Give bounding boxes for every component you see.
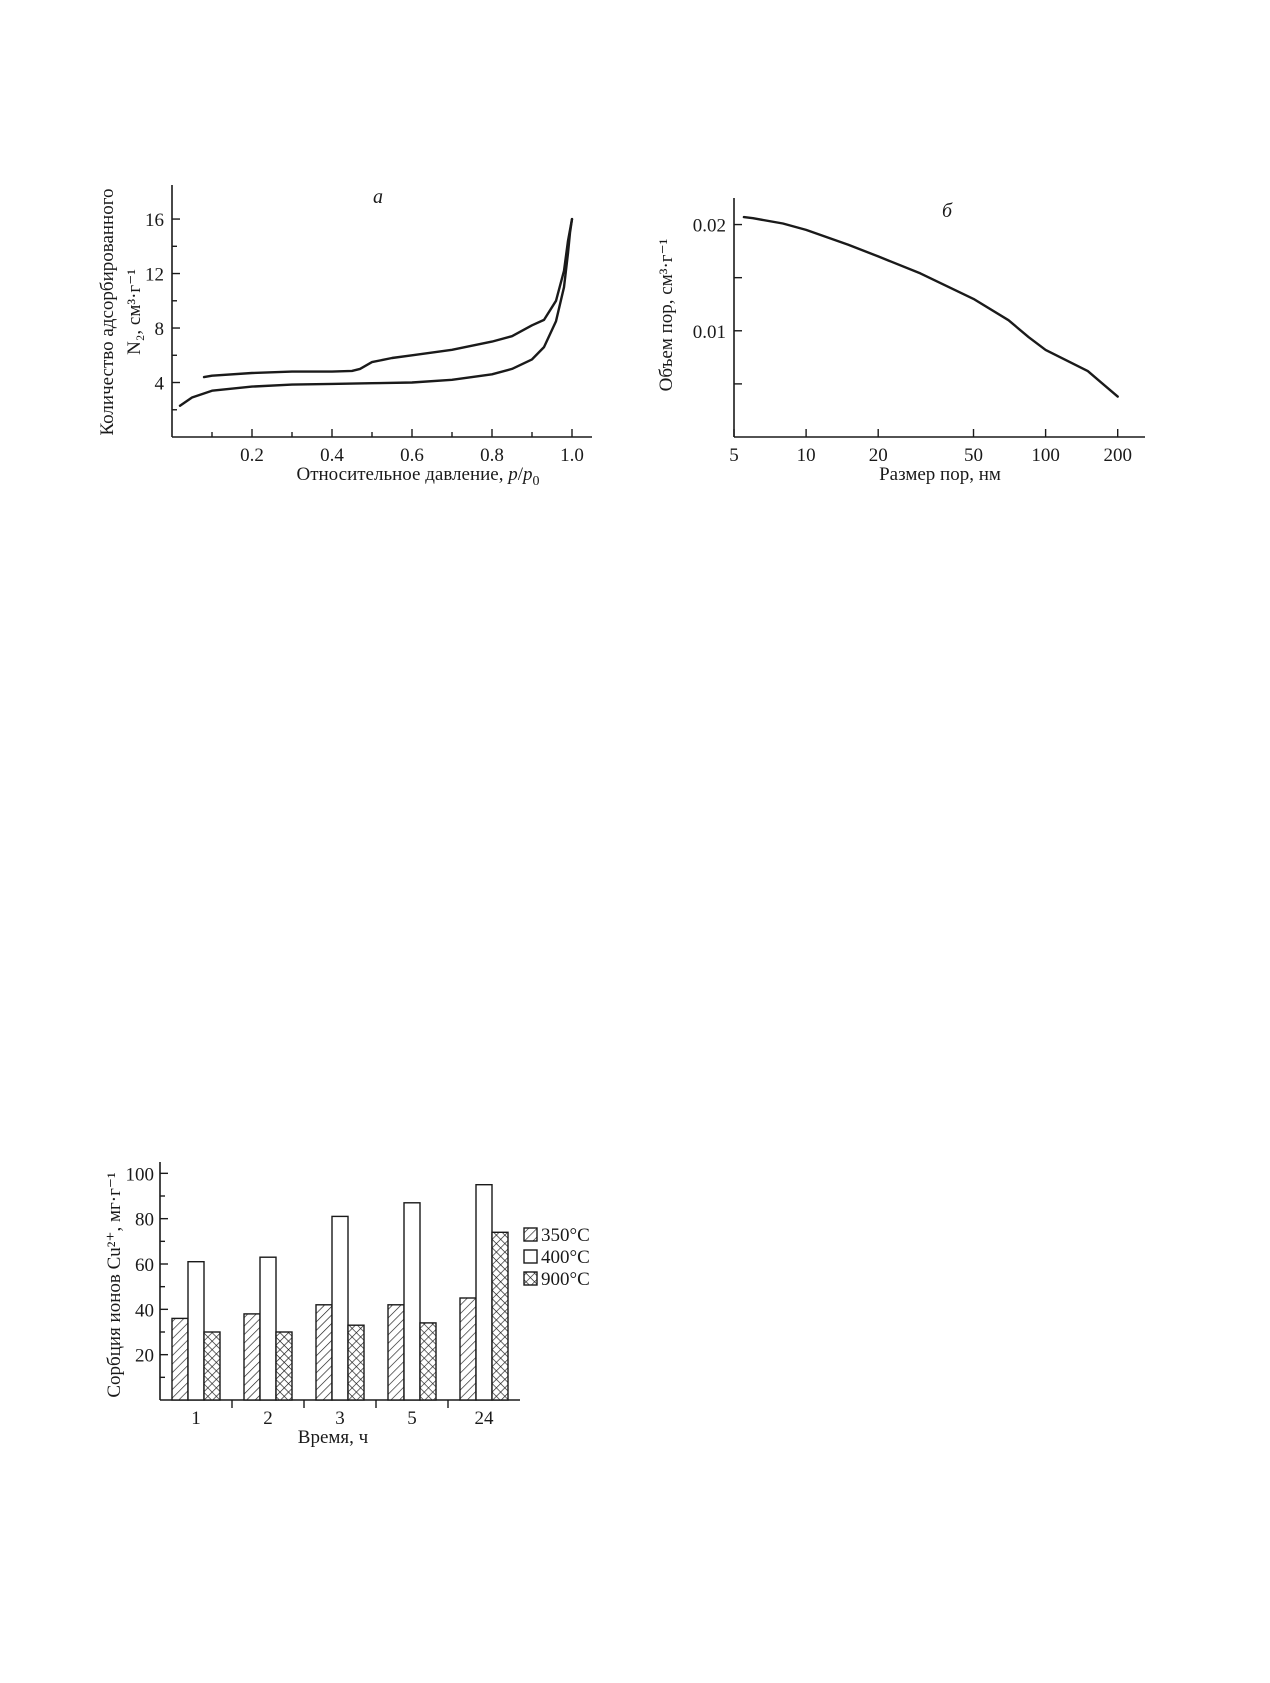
- chart-c-y-tick-label: 40: [135, 1300, 154, 1322]
- chart-a-x-tick-label: 0.8: [480, 445, 504, 466]
- chart-a: [97, 185, 592, 489]
- chart-c-y-tick-label: 60: [135, 1255, 154, 1276]
- chart-a-panel-label: а: [373, 186, 383, 208]
- chart-b-y-tick-label: 0.02: [692, 215, 726, 237]
- chart-b-x-tick-label: 10: [796, 445, 816, 466]
- chart-c-bar: [172, 1318, 188, 1400]
- chart-c-legend-label: 900°C: [541, 1269, 590, 1290]
- chart-c-legend-label: 350°C: [541, 1225, 590, 1246]
- chart-c-bar: [404, 1203, 420, 1400]
- chart-a-adsorption-line: [180, 219, 572, 406]
- chart-c-legend-swatch: [524, 1250, 537, 1263]
- chart-c: [104, 1162, 590, 1448]
- chart-c-bar: [420, 1323, 436, 1400]
- chart-c-x-axis-label: Время, ч: [297, 1427, 369, 1448]
- chart-c-bar: [188, 1262, 204, 1400]
- chart-c-bar: [316, 1305, 332, 1400]
- chart-c-bar: [244, 1314, 260, 1400]
- chart-b: [656, 198, 1145, 485]
- chart-c-bar: [476, 1185, 492, 1400]
- chart-a-x-tick-label: 0.4: [320, 445, 344, 466]
- chart-b-x-tick-label: 200: [1103, 445, 1132, 466]
- chart-a-y-axis-label-line2: N₂, см³·г⁻¹: [124, 269, 145, 355]
- chart-c-x-tick-label: 1: [191, 1408, 201, 1429]
- chart-a-y-tick-label: 4: [154, 373, 164, 395]
- chart-c-y-tick-label: 20: [135, 1345, 154, 1367]
- chart-c-x-tick-label: 2: [263, 1408, 273, 1429]
- chart-c-bar: [460, 1298, 476, 1400]
- chart-a-x-tick-label: 0.6: [400, 445, 424, 466]
- chart-c-bar: [332, 1216, 348, 1400]
- chart-c-legend: [524, 1225, 590, 1290]
- chart-b-x-tick-label: 100: [1031, 445, 1060, 466]
- chart-b-x-axis-label: Размер пор, нм: [879, 464, 1001, 485]
- chart-b-y-tick-label: 0.01: [692, 321, 726, 343]
- chart-b-y-axis-label: Объем пор, см³·г⁻¹: [656, 238, 677, 392]
- chart-a-y-tick-label: 8: [154, 319, 164, 341]
- chart-c-y-tick-label: 100: [125, 1164, 154, 1186]
- chart-c-x-tick-label: 5: [407, 1408, 417, 1429]
- chart-c-legend-swatch: [524, 1228, 537, 1241]
- chart-c-bar: [260, 1257, 276, 1400]
- chart-a-desorption-line: [204, 219, 572, 377]
- chart-c-bar: [348, 1325, 364, 1400]
- chart-c-y-tick-label: 80: [135, 1209, 154, 1231]
- chart-b-x-tick-label: 20: [868, 445, 888, 466]
- chart-c-bar: [492, 1232, 508, 1400]
- chart-c-x-tick-label: 24: [474, 1408, 494, 1429]
- chart-b-pore-volume-line: [744, 217, 1118, 397]
- chart-c-bar: [204, 1332, 220, 1400]
- chart-a-y-tick-label: 16: [145, 210, 164, 232]
- chart-b-x-tick-label: 50: [964, 445, 984, 466]
- chart-a-y-axis-label-line1: Количество адсорбированного: [97, 188, 118, 436]
- chart-c-legend-label: 400°C: [541, 1247, 590, 1268]
- chart-a-y-tick-label: 12: [145, 264, 164, 286]
- chart-a-x-tick-label: 0.2: [240, 445, 264, 466]
- chart-c-bar: [276, 1332, 292, 1400]
- chart-c-bar: [388, 1305, 404, 1400]
- chart-c-y-axis-label: Сорбция ионов Cu²⁺, мг·г⁻¹: [104, 1172, 125, 1398]
- chart-c-x-tick-label: 3: [335, 1408, 345, 1429]
- chart-c-legend-swatch: [524, 1272, 537, 1285]
- chart-b-panel-label: б: [941, 200, 953, 222]
- chart-a-x-axis-label: Относительное давление, $p/p_0$: [296, 464, 540, 489]
- chart-a-x-tick-label: 1.0: [560, 445, 584, 466]
- chart-b-x-tick-label: 5: [729, 445, 739, 466]
